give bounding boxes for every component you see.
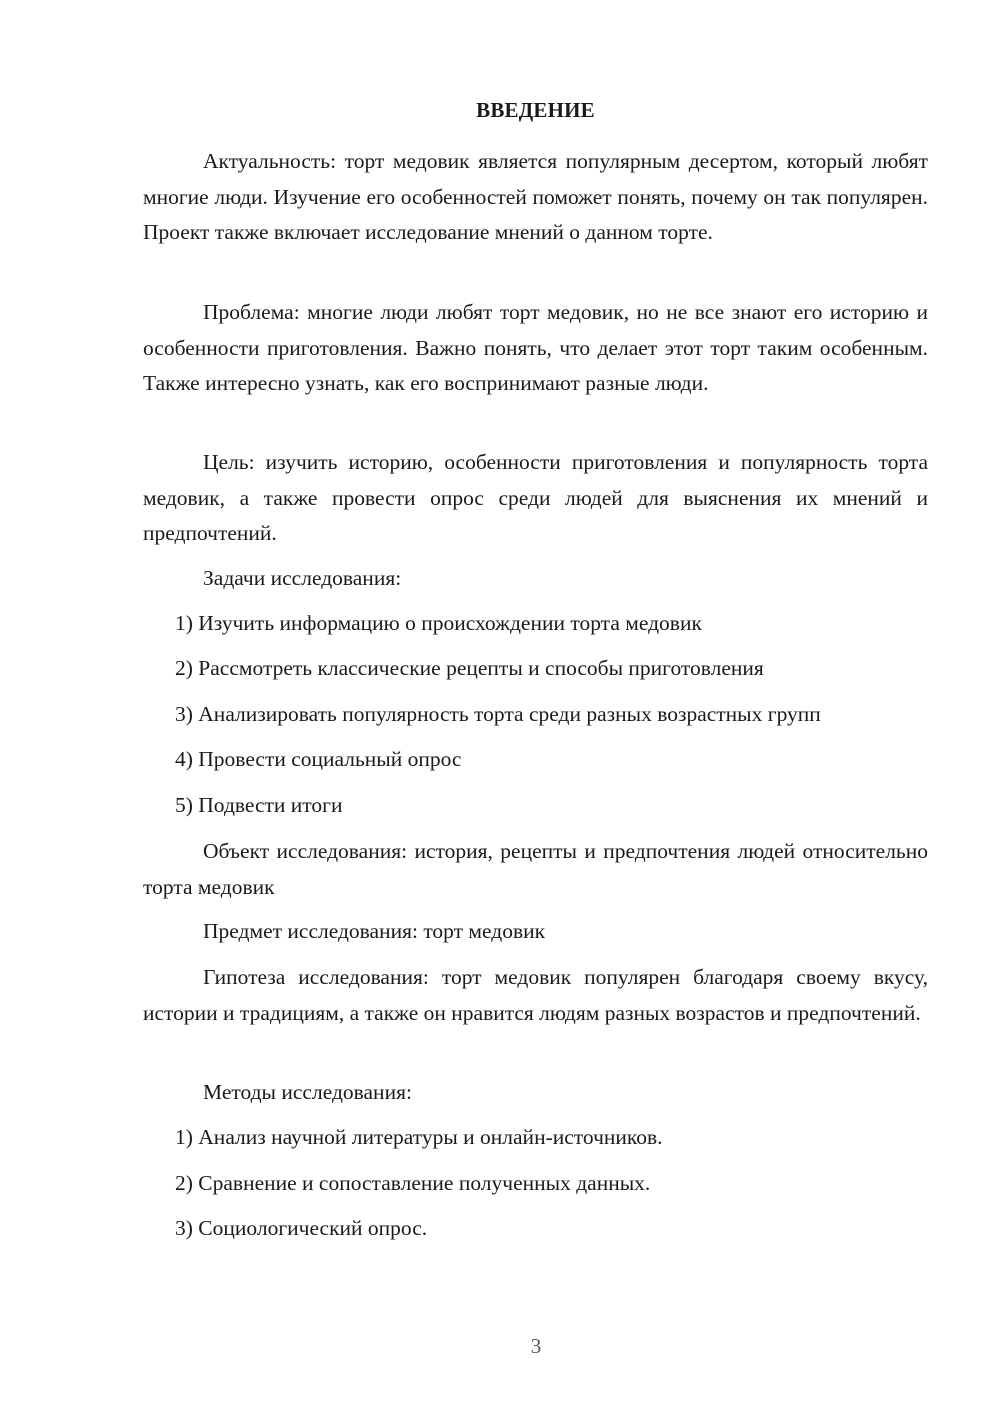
page-title: ВВЕДЕНИЕ	[476, 98, 595, 122]
methods-heading: Методы исследования:	[203, 1080, 412, 1104]
task-item-4: 4) Провести социальный опрос	[175, 747, 462, 771]
method-item-2: 2) Сравнение и сопоставление полученных данных.	[175, 1171, 651, 1195]
relevance-paragraph: Актуальность: торт медовик является популярным десертом, который любят многие люди. Изучение его особенностей поможет понять, почему он так популярен. Проект также включает исследование мнений о данном торте.	[143, 149, 928, 244]
hypothesis-paragraph: Гипотеза исследования: торт медовик популярен благодаря своему вкусу, истории и традициям, а также он нравится людям разных возрастов и предпочтений.	[143, 965, 928, 1025]
goal-paragraph: Цель: изучить историю, особенности приготовления и популярность торта медовик, а также провести опрос среди людей для выяснения их мнений и предпочтений.	[143, 450, 928, 545]
task-item-1: 1) Изучить информацию о происхождении торта медовик	[175, 611, 702, 635]
task-item-3: 3) Анализировать популярность торта среди разных возрастных групп	[175, 702, 821, 726]
page-number: 3	[530, 1334, 542, 1358]
task-item-5: 5) Подвести итоги	[175, 793, 343, 817]
method-item-1: 1) Анализ научной литературы и онлайн-источников.	[175, 1125, 663, 1149]
tasks-heading: Задачи исследования:	[203, 566, 402, 590]
subject-paragraph: Предмет исследования: торт медовик	[203, 919, 546, 943]
object-paragraph: Объект исследования: история, рецепты и предпочтения людей относительно торта медовик	[143, 839, 928, 899]
method-item-3: 3) Социологический опрос.	[175, 1216, 428, 1240]
task-item-2: 2) Рассмотреть классические рецепты и способы приготовления	[175, 656, 764, 680]
problem-paragraph: Проблема: многие люди любят торт медовик, но не все знают его историю и особенности приготовления. Важно понять, что делает этот торт таким особенным. Также интересно узнать, как его воспринимают разные люди.	[143, 300, 928, 395]
